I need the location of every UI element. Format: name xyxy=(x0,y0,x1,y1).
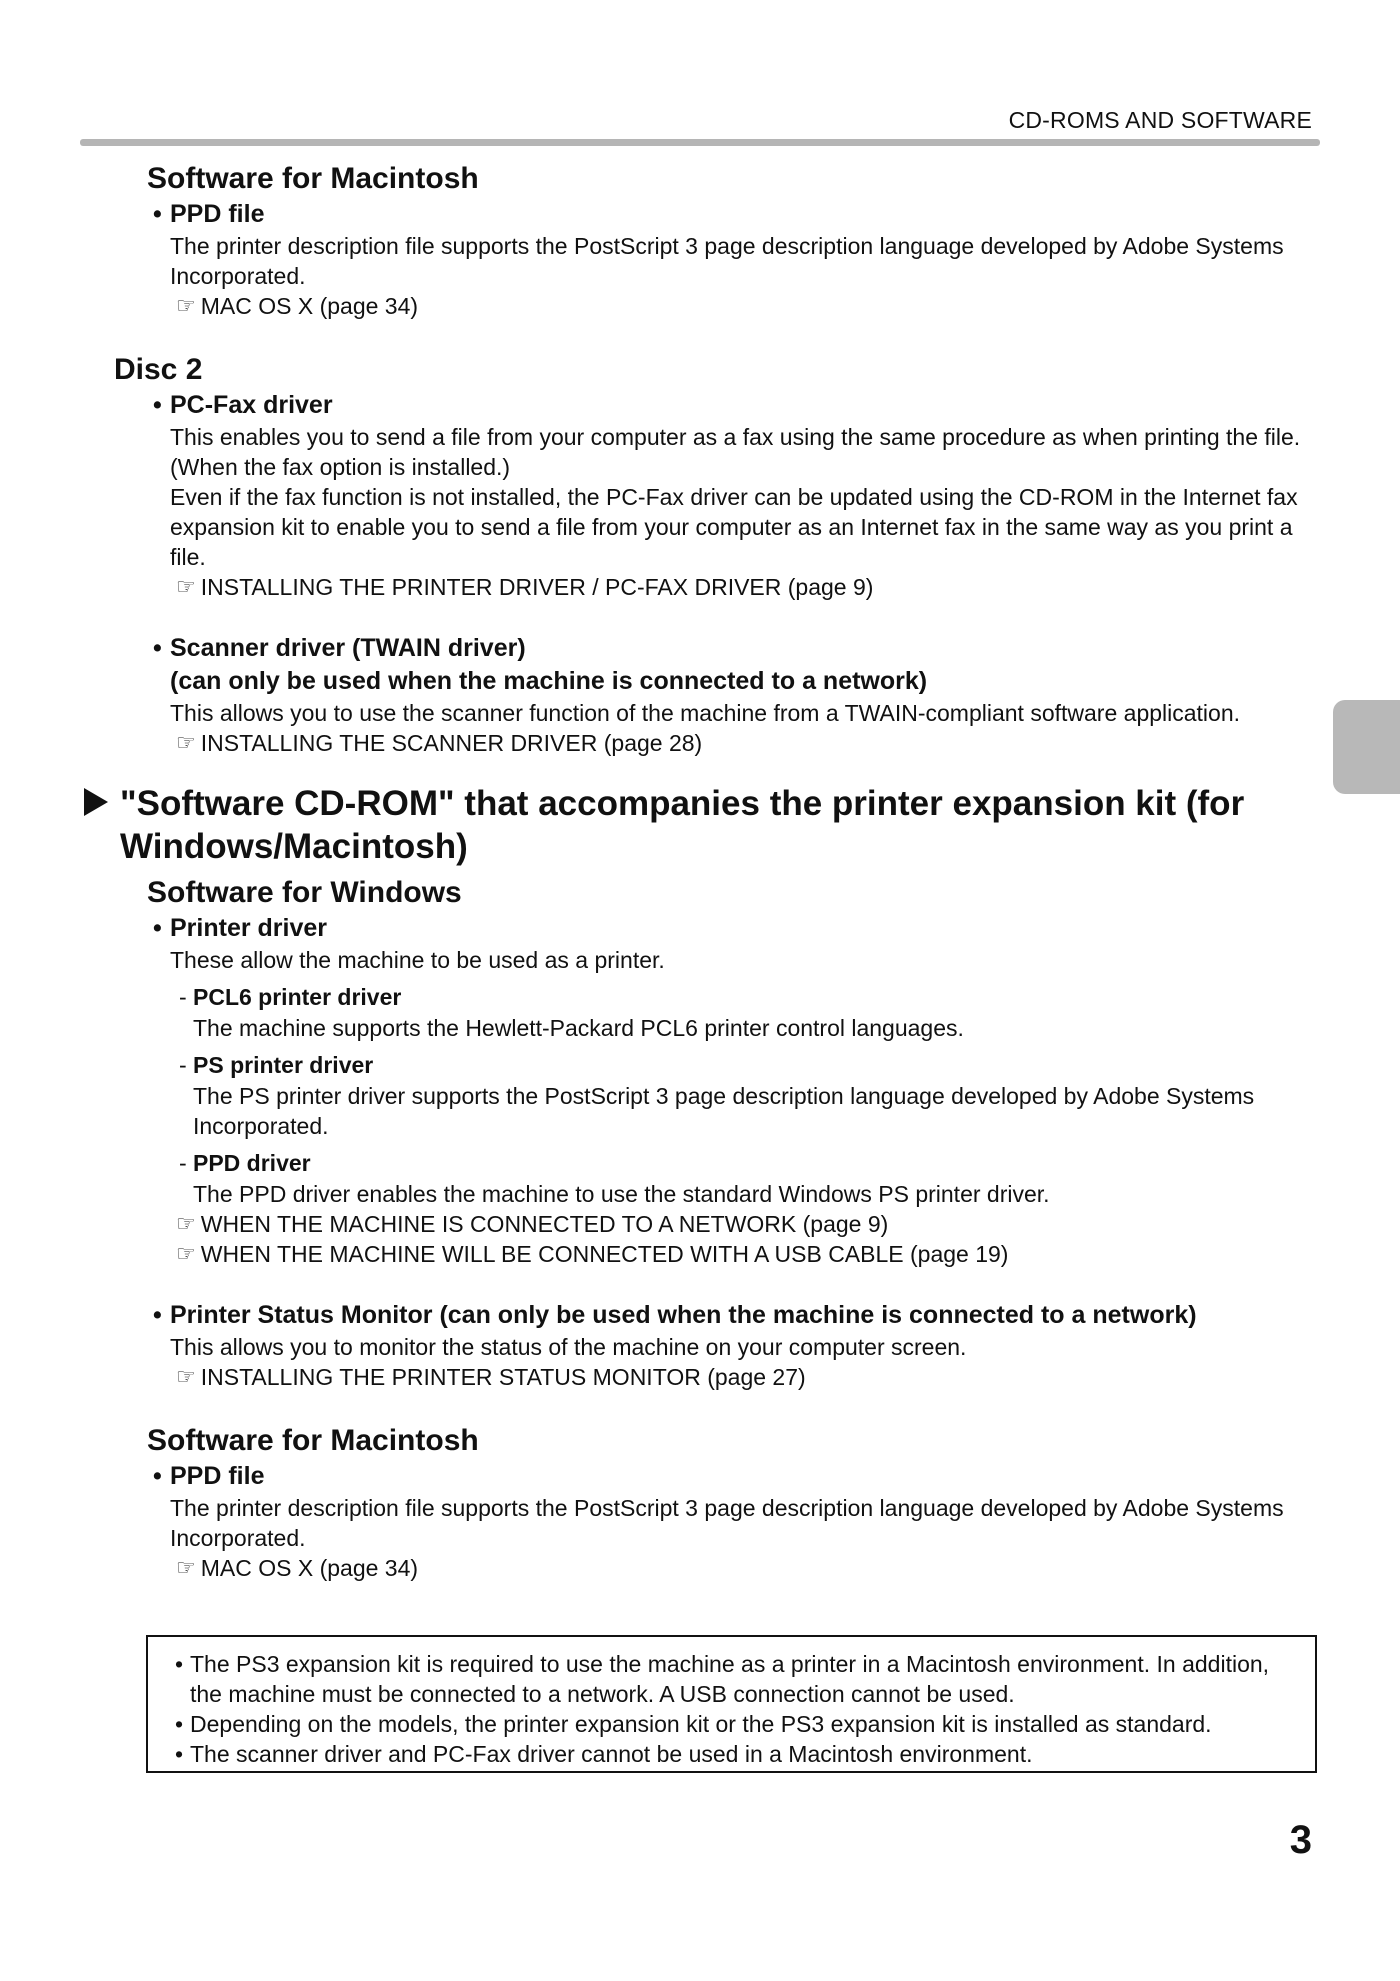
note-item: • Depending on the models, the printer expansion kit or the PS3 expansion kit is installed as standard. xyxy=(175,1711,1212,1737)
status-monitor-description: This allows you to monitor the status of the machine on your computer screen. xyxy=(170,1334,967,1360)
bullet-scanner-driver: • Scanner driver (TWAIN driver) xyxy=(153,634,526,662)
pointing-hand-icon: ☞ xyxy=(176,1241,196,1266)
pointing-hand-icon: ☞ xyxy=(176,1555,196,1580)
pointing-hand-icon: ☞ xyxy=(176,1364,196,1389)
triangle-arrow-icon xyxy=(82,786,110,818)
bullet-printer-driver: • Printer driver xyxy=(153,914,328,942)
bullet-ppd-file: • PPD file xyxy=(153,200,265,228)
running-header: CD-ROMS AND SOFTWARE xyxy=(1008,107,1312,133)
sub-item-ppd-description: The PPD driver enables the machine to use the standard Windows PS printer driver. xyxy=(193,1181,1050,1207)
note-item: • The scanner driver and PC-Fax driver cannot be used in a Macintosh environment. xyxy=(175,1741,1033,1767)
pc-fax-description: This enables you to send a file from your computer as a fax using the same procedure as when printing the file. (When the fax option is installed.) xyxy=(170,424,1301,480)
pointing-hand-icon: ☞ xyxy=(176,293,196,318)
reference-link[interactable]: ☞ MAC OS X (page 34) xyxy=(176,293,419,319)
pc-fax-description-2: Even if the fax function is not installed, the PC-Fax driver can be updated using the CD-ROM in the Internet fax expansion kit to enable you to send a file from your computer as an Internet fax in the same way as you print a file. xyxy=(170,484,1298,570)
section-heading-windows: Software for Windows xyxy=(147,876,462,909)
reference-link[interactable]: ☞ INSTALLING THE SCANNER DRIVER (page 28) xyxy=(176,730,703,756)
printer-kit-heading: "Software CD-ROM" that accompanies the printer expansion kit (for Windows/Macintosh) xyxy=(120,782,1280,868)
reference-link[interactable]: ☞ INSTALLING THE PRINTER DRIVER / PC-FAX DRIVER (page 9) xyxy=(176,574,874,600)
ppd-file-description: The printer description file supports the PostScript 3 page description language developed by Adobe Systems Incorporated. xyxy=(170,233,1284,289)
header-rule xyxy=(80,139,1320,146)
page-content xyxy=(0,160,1400,1583)
printer-driver-description: These allow the machine to be used as a printer. xyxy=(170,947,665,973)
disc2-heading: Disc 2 xyxy=(114,353,203,386)
pointing-hand-icon: ☞ xyxy=(176,730,196,755)
ppd-file-description-2: The printer description file supports the PostScript 3 page description language developed by Adobe Systems Incorporated. xyxy=(170,1495,1284,1551)
note-item: • The PS3 expansion kit is required to use the machine as a printer in a Macintosh environment. In addition, the machine must be connected to a network. A USB connection cannot be used. xyxy=(175,1651,1270,1707)
section-heading-macintosh: Software for Macintosh xyxy=(147,162,479,195)
pointing-hand-icon: ☞ xyxy=(176,574,196,599)
reference-link[interactable]: ☞ INSTALLING THE PRINTER STATUS MONITOR (page 27) xyxy=(176,1364,806,1390)
pointing-hand-icon: ☞ xyxy=(176,1211,196,1236)
bullet-printer-status-monitor: • Printer Status Monitor (can only be used when the machine is connected to a network) xyxy=(153,1301,1197,1329)
reference-link[interactable]: ☞ WHEN THE MACHINE IS CONNECTED TO A NETWORK (page 9) xyxy=(176,1211,889,1237)
sub-item-ps-description: The PS printer driver supports the PostScript 3 page description language developed by Adobe Systems Incorporated. xyxy=(193,1083,1255,1139)
note-box xyxy=(146,1635,1317,1773)
sub-item-pcl6-description: The machine supports the Hewlett-Packard PCL6 printer control languages. xyxy=(193,1015,964,1041)
page-number: 3 xyxy=(1289,1818,1312,1862)
reference-link[interactable]: ☞ MAC OS X (page 34) xyxy=(176,1555,419,1581)
sub-item-ppd: - PPD driver xyxy=(179,1150,311,1176)
sub-item-ps: - PS printer driver xyxy=(179,1052,374,1078)
scanner-driver-condition: (can only be used when the machine is connected to a network) xyxy=(170,667,928,695)
reference-link[interactable]: ☞ WHEN THE MACHINE WILL BE CONNECTED WITH A USB CABLE (page 19) xyxy=(176,1241,1009,1267)
scanner-driver-description: This allows you to use the scanner function of the machine from a TWAIN-compliant software application. xyxy=(170,700,1241,726)
sub-item-pcl6: - PCL6 printer driver xyxy=(179,984,402,1010)
bullet-ppd-file-2: • PPD file xyxy=(153,1462,265,1490)
section-heading-macintosh-2: Software for Macintosh xyxy=(147,1424,479,1457)
bullet-pc-fax-driver: • PC-Fax driver xyxy=(153,391,333,419)
